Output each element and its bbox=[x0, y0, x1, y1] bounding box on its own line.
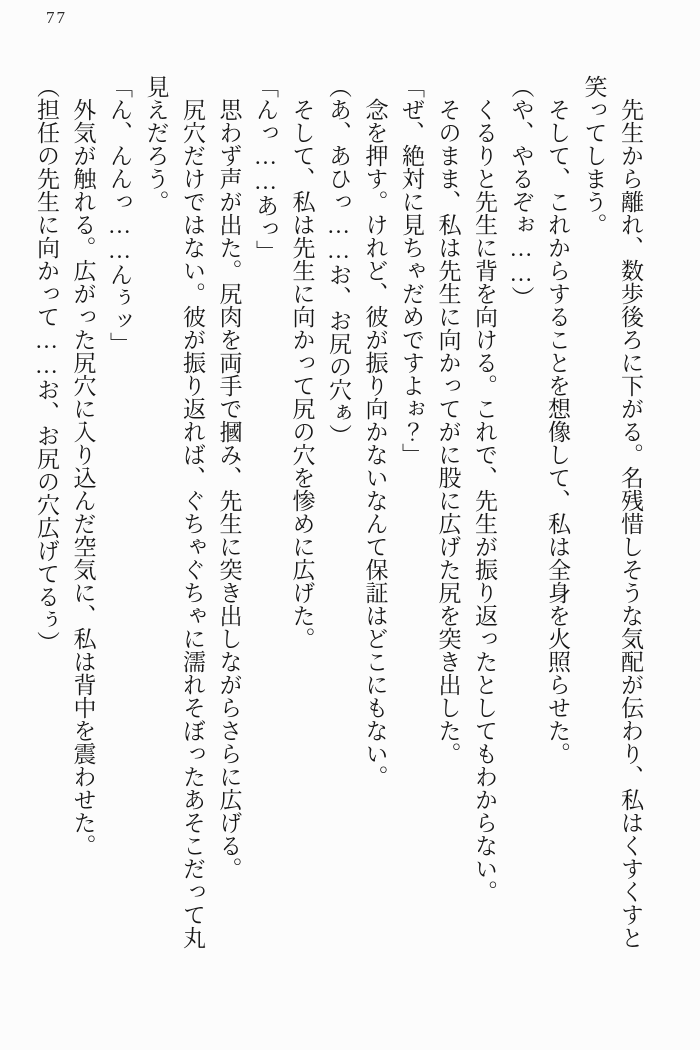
page-number: 77 bbox=[46, 8, 67, 27]
paragraph: くるりと先生に背を向ける。これで、先生が振り返ったとしてもわからない。 bbox=[472, 75, 497, 903]
paragraph: そのまま、私は先生に向かってがに股に広げた尻を突き出した。 bbox=[435, 75, 461, 765]
paragraph: （あ、あひっ……お、お尻の穴ぁ） bbox=[326, 75, 351, 447]
paragraph: （や、やるぞぉ……） bbox=[508, 75, 534, 309]
paragraph: 念を押す。けれど、彼が振り向かないなんて保証はどこにもない。 bbox=[362, 75, 388, 788]
paragraph: （担任の先生に向かって……お、お尻の穴広げてるぅ） bbox=[34, 75, 59, 654]
vertical-text-block bbox=[26, 75, 648, 955]
paragraph: 外気が触れる。広がった尻穴に入り込んだ空気に、私は背中を震わせた。 bbox=[70, 75, 96, 857]
paragraph: 尻穴だけではない。彼が振り返れば、ぐちゃぐちゃに濡れそぼったあそこだって丸見えだろう。 bbox=[143, 75, 205, 949]
paragraph: 「んっ……あっ」 bbox=[253, 75, 278, 263]
paragraph: 「ん、んんっ……んぅッ」 bbox=[107, 75, 132, 355]
paragraph: 思わず声が出た。尻肉を両手で摑み、先生に突き出しながらさらに広げる。 bbox=[216, 75, 242, 880]
paragraph: そして、私は先生に向かって尻の穴を惨めに広げた。 bbox=[289, 75, 315, 650]
paragraph: 「ぜ、絶対に見ちゃだめですよぉ？」 bbox=[399, 75, 424, 466]
paragraph: 先生から離れ、数歩後ろに下がる。名残惜しそうな気配が伝わり、私はくすくすと笑ってしまう。 bbox=[581, 75, 643, 949]
paragraph: そして、これからすることを想像して、私は全身を火照らせた。 bbox=[545, 75, 570, 765]
